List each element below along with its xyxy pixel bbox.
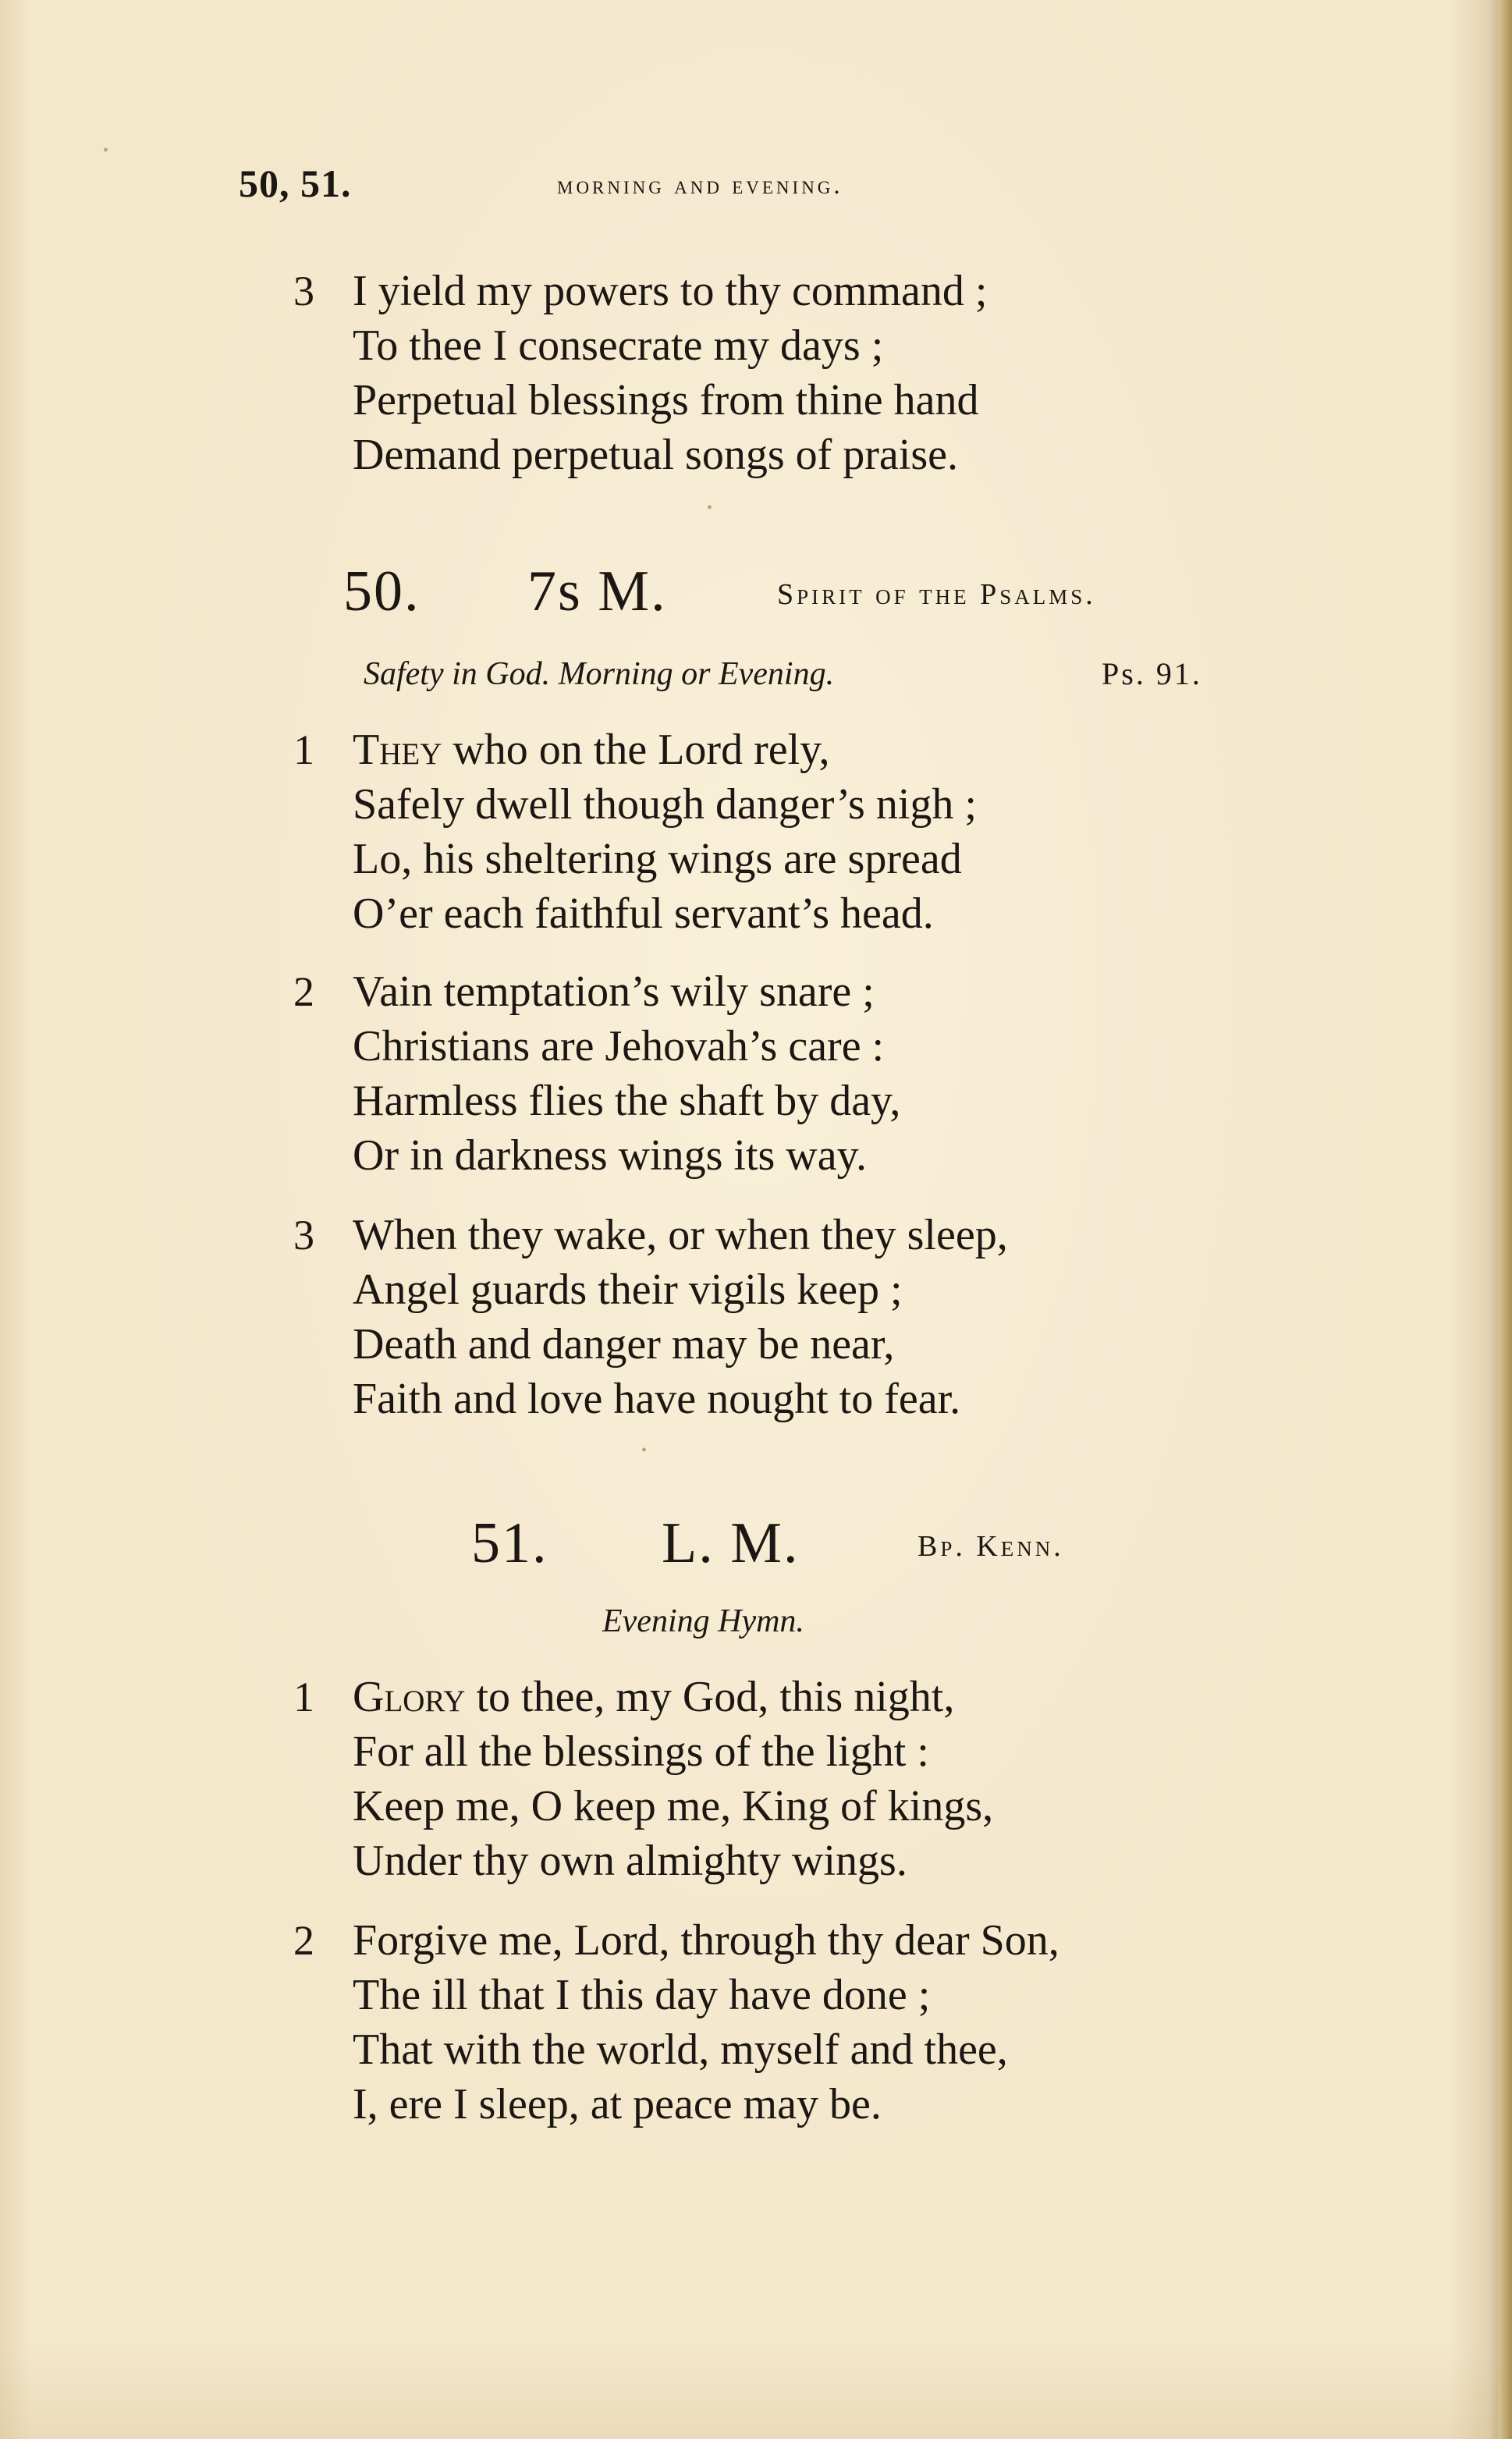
hymn-51-subtitle-row [602, 1603, 914, 1646]
verse-line: Safely dwell though danger’s nigh ; [353, 780, 977, 829]
stanza-number: 2 [293, 968, 314, 1015]
hymn-51-header [471, 1512, 1173, 1575]
verse-line: When they wake, or when they sleep, [353, 1211, 1008, 1259]
verse-line: For all the blessings of the light : [353, 1727, 929, 1776]
verse-line: Faith and love have nought to fear. [353, 1375, 961, 1423]
verse-line: Angel guards their vigils keep ; [353, 1266, 903, 1314]
first-line-rest: who on the Lord rely, [442, 726, 830, 774]
psalm-reference: Ps. 91. [1102, 656, 1202, 691]
paper-speck: • [641, 1442, 648, 1459]
page-numbers: 50, 51. [239, 162, 352, 205]
hymn-number: 51. [471, 1511, 548, 1575]
verse-line: Under thy own almighty wings. [353, 1837, 907, 1885]
stanza-number: 1 [293, 726, 314, 773]
first-line-rest: to thee, my God, this night, [465, 1673, 955, 1721]
first-word: Glory [353, 1673, 466, 1721]
stanza-number: 2 [293, 1917, 314, 1964]
first-word: They [353, 726, 442, 774]
hymn-number: 50. [343, 559, 421, 623]
hymn-author: Bp. Kenn. [917, 1530, 1064, 1563]
stanza-number: 3 [293, 268, 314, 314]
stanza-lines [353, 1670, 993, 1888]
verse-line-first [353, 722, 977, 777]
page-edge [1498, 0, 1512, 2439]
verse-line: Death and danger may be near, [353, 1320, 895, 1369]
verse-line: To thee I consecrate my days ; [353, 321, 884, 370]
verse-line: Perpetual blessings from thine hand [353, 376, 979, 424]
verse-line: I yield my powers to thy command ; [353, 267, 988, 315]
running-head-title: morning and evening. [557, 172, 843, 200]
verse-line: Forgive me, Lord, through thy dear Son, [353, 1916, 1059, 1965]
stanza-lines [353, 964, 900, 1183]
verse-line: That with the world, myself and thee, [353, 2025, 1008, 2074]
verse-line: The ill that I this day have done ; [353, 1971, 931, 2019]
hymn-meter: 7s M. [527, 559, 667, 623]
stanza-lines [353, 1913, 1059, 2132]
verse-line-first [353, 1670, 993, 1724]
stanza-lines [353, 722, 977, 941]
stanza-lines [353, 1208, 1008, 1426]
hymn-50-subtitle-row [364, 655, 1253, 699]
hymn-subtitle: Safety in God. Morning or Evening. [364, 656, 835, 692]
stanza-number: 3 [293, 1212, 314, 1259]
hymn-author: Spirit of the Psalms. [777, 578, 1096, 611]
verse-line: Vain temptation’s wily snare ; [353, 967, 875, 1016]
hymn-meter: L. M. [662, 1511, 800, 1575]
verse-line: O’er each faithful servant’s head. [353, 889, 934, 938]
verse-line: Harmless flies the shaft by day, [353, 1077, 901, 1125]
verse-line: I, ere I sleep, at peace may be. [353, 2080, 882, 2128]
verse-line: Or in darkness wings its way. [353, 1131, 867, 1180]
hymn-50-header [343, 560, 1264, 623]
verse-line: Lo, his sheltering wings are spread [353, 835, 962, 883]
paper-speck: • [707, 499, 713, 517]
running-head [239, 161, 1058, 208]
stanza-lines [353, 264, 987, 482]
hymn-subtitle: Evening Hymn. [602, 1603, 804, 1639]
verse-line: Christians are Jehovah’s care : [353, 1022, 885, 1070]
verse-line: Keep me, O keep me, King of kings, [353, 1782, 994, 1830]
verse-line: Demand perpetual songs of praise. [353, 431, 958, 479]
stanza-number: 1 [293, 1674, 314, 1720]
paper-speck: • [103, 142, 109, 159]
